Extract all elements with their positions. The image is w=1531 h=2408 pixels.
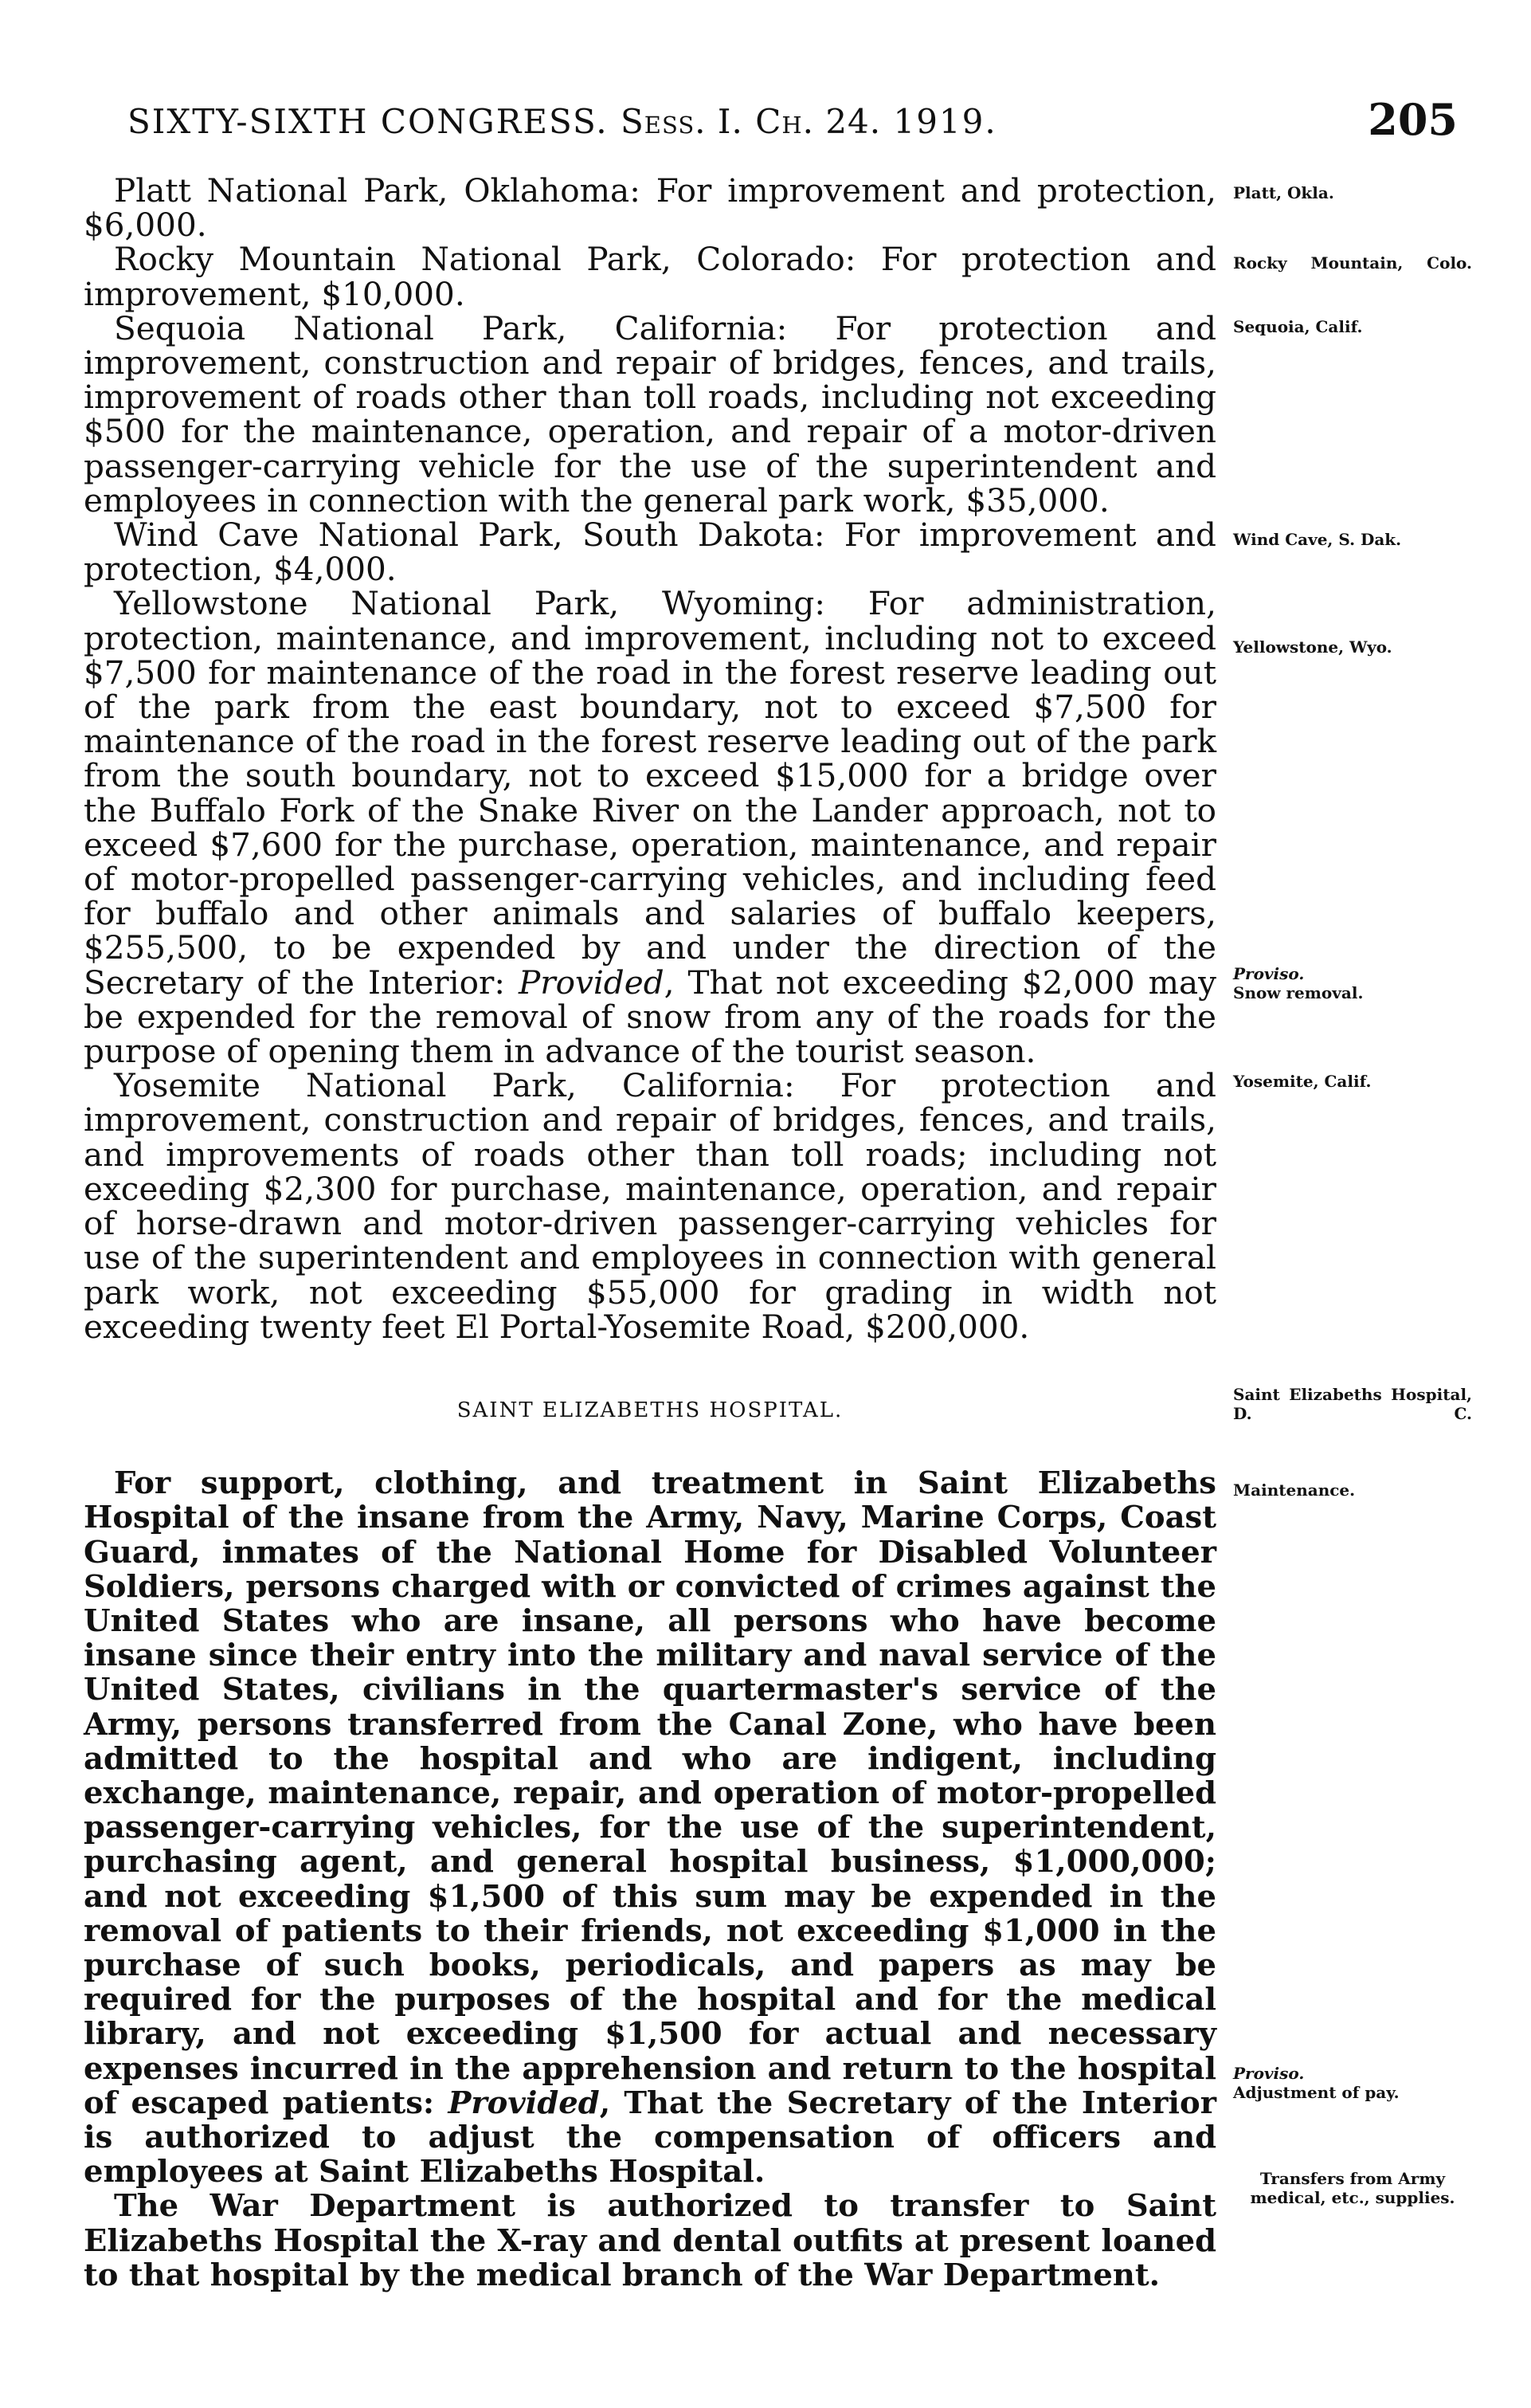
margin-note-sequoia: Sequoia, Calif.: [1233, 317, 1363, 336]
yellowstone-text: Yellowstone National Park, Wyoming: For administration, protection, maintenance, and improvement, including not to exceed $7,500 for maintenance of the road in the forest reserve leading out of the park from the east boundary, not to exceed $7,500 for maintenance of the road in the forest reserve leading out of the park from the south boundary, not to exceed $15,000 for a bridge over the Buffalo Fork of the Snake River on the Lander approach, not to exceed $7,600 for the purchase, operation, maintenance, and repair of motor-propelled passenger-carrying vehicles, and including feed for buffalo and other animals and salaries of buffalo keepers, $255,500, to be expended by and under the direction of the Secretary of the Interior:: [84, 584, 1216, 1002]
hospital-proviso-text: , That the Secretary of the Interior is authorized to adjust the compensation of officers and employees at Saint Elizabeths Hospital.: [84, 2084, 1217, 2190]
proviso-label-1: Proviso.: [1233, 964, 1305, 983]
paragraph-sequoia: Sequoia National Park, California: For protection and improvement, construction and repair of bridges, fences, and trails, improvement of roads other than toll roads, including not exceeding $500 for the maintenance, operation, and repair of a motor-driven passenger-carrying vehicle for the use of the superintendent and employees in connection with the general park work, $35,000.: [84, 308, 1216, 520]
margin-note-maintenance: Maintenance.: [1233, 1480, 1356, 1500]
paragraph-yellowstone: [84, 586, 1216, 1069]
proviso-label-2: Proviso.: [1233, 2064, 1305, 2083]
margin-note-rocky: Rocky Mountain, Colo.: [1233, 253, 1472, 273]
snow-removal-label: Snow removal.: [1233, 983, 1364, 1002]
congress-title: SIXTY-SIXTH CONGRESS.: [127, 102, 609, 141]
page-number: 205: [1368, 94, 1458, 145]
margin-note-platt: Platt, Okla.: [1233, 183, 1334, 202]
hospital-text: For support, clothing, and treatment in Saint Elizabeths Hospital of the insane from the Army, Navy, Marine Corps, Coast Guard, inmates of the National Home for Disabled Volunteer Soldiers, persons charged with or convicted of crimes against the United States who are insane, all persons who have become insane since their entry into the military and naval service of the United States, civilians in the quartermaster's service of the Army, persons transferred from the Canal Zone, who have been admitted to the hospital and who are indigent, including exchange, maintenance, repair, and operation of motor-propelled passenger-carrying vehicles, for the use of the superintendent, purchasing agent, and general hospital business, $1,000,000; and not exceeding $1,500 of this sum may be expended in the removal of patients to their friends, not exceeding $1,000 in the purchase of such books, periodicals, and papers as may be required for the purposes of the hospital and for the medical library, and not exceeding $1,500 for actual and necessary expenses incurred in the apprehension and return to the hospital of escaped patients:: [84, 1465, 1216, 2121]
paragraph-wind-cave: Wind Cave National Park, South Dakota: For improvement and protection, $4,000.: [84, 516, 1216, 589]
margin-note-wind-cave: Wind Cave, S. Dak.: [1233, 530, 1402, 549]
paragraph-yosemite: Yosemite National Park, California: For protection and improvement, construction and repair of bridges, fences, and trails, and improvements of roads other than toll roads; including not exceeding $2,300 for purchase, maintenance, operation, and repair of horse-drawn and motor-driven passenger-carrying vehicles for use of the superintendent and employees in connection with general park work, not exceeding $55,000 for grading in width not exceeding twenty feet El Portal-Yosemite Road, $200,000.: [84, 1066, 1216, 1346]
paragraph-hospital: [84, 1466, 1216, 2189]
paragraph-rocky-mountain: Rocky Mountain National Park, Colorado: For protection and improvement, $10,000.: [84, 240, 1216, 313]
margin-note-yellowstone: Yellowstone, Wyo.: [1233, 637, 1392, 657]
running-head: [127, 94, 1458, 150]
yellowstone-proviso-text: , That not exceeding $2,000 may be expended for the removal of snow from any of the roads for the purpose of opening them in advance of the tourist season.: [84, 963, 1217, 1071]
main-text: [84, 171, 1217, 2293]
chapter-label: Ch. 24.: [755, 102, 882, 141]
section-heading: SAINT ELIZABETHS HOSPITAL.: [456, 1398, 844, 1422]
running-head-title: [127, 102, 997, 141]
paragraph-war-department: The War Department is authorized to transfer to Saint Elizabeths Hospital the X-ray and dental outfits at present loaned to that hospital by the medical branch of the War Department.: [84, 2188, 1216, 2293]
session-label: Sess. I.: [621, 102, 743, 141]
hospital-provided: Provided: [448, 2084, 600, 2121]
adjustment-label: Adjustment of pay.: [1233, 2083, 1400, 2102]
paragraph-platt: Platt National Park, Oklahoma: For improvement and protection, $6,000.: [84, 171, 1216, 245]
hospital-section: [84, 1466, 1216, 2292]
margin-note-proviso-snow: [1233, 964, 1472, 1002]
year-label: 1919.: [893, 102, 997, 141]
margin-note-saint-elizabeths: Saint Elizabeths Hospital, D. C.: [1233, 1385, 1472, 1423]
margin-note-yosemite: Yosemite, Calif.: [1233, 1072, 1372, 1091]
yellowstone-provided: Provided: [518, 963, 664, 1002]
margin-note-transfers: Transfers from Army medical, etc., supplies.: [1250, 2169, 1455, 2207]
margin-note-proviso-pay: [1233, 2064, 1472, 2102]
